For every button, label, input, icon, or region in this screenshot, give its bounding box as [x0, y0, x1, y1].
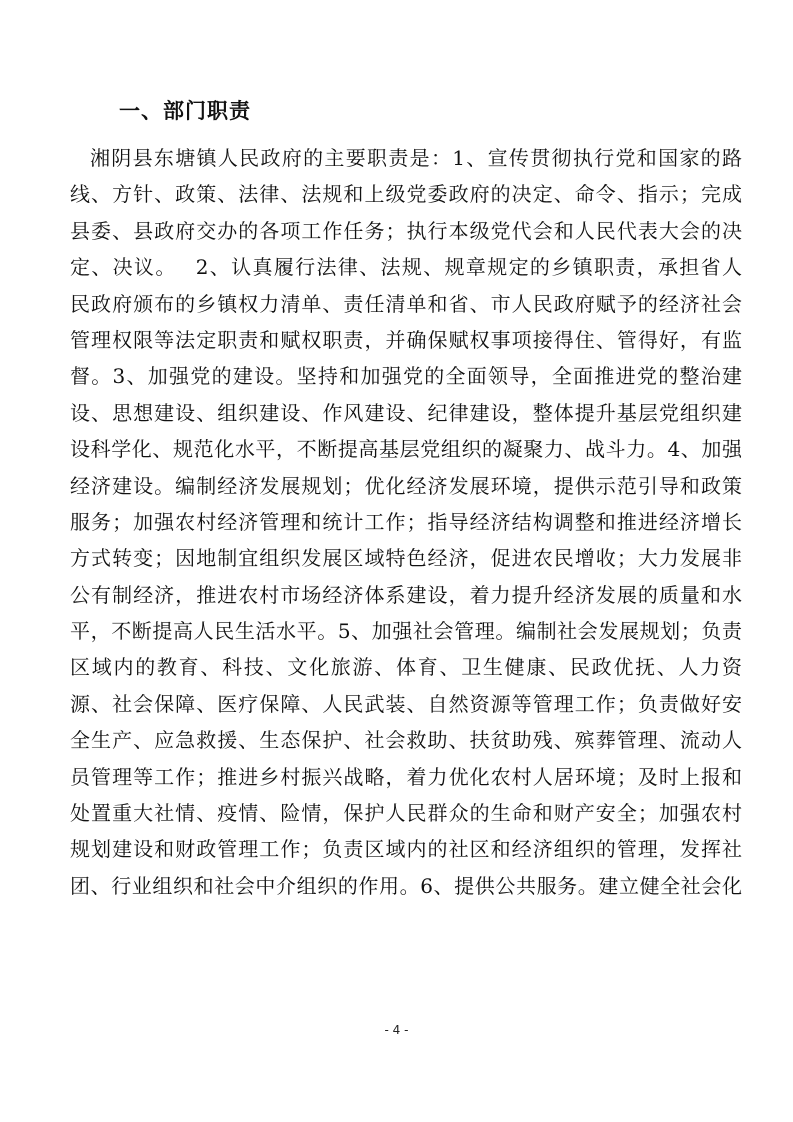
- section-heading: 一、部门职责: [119, 99, 251, 123]
- paragraph-line: 源、社会保障、医疗保障、人民武装、自然资源等管理工作；负责做好安: [70, 691, 742, 716]
- paragraph-line: 规划建设和财政管理工作；负责区域内的社区和经济组织的管理，发挥社: [70, 837, 742, 862]
- paragraph-line: 县委、县政府交办的各项工作任务；执行本级党代会和人民代表大会的决: [70, 218, 742, 243]
- paragraph-line: 平，不断提高人民生活水平。5、加强社会管理。编制社会发展规划；负责: [70, 619, 742, 644]
- paragraph-line: 团、行业组织和社会中介组织的作用。6、提供公共服务。建立健全社会化: [70, 873, 742, 898]
- paragraph-line: 区域内的教育、科技、文化旅游、体育、卫生健康、民政优抚、人力资: [70, 655, 742, 680]
- paragraph-line: 管理权限等法定职责和赋权职责，并确保赋权事项接得住、管得好，有监: [70, 327, 742, 352]
- paragraph-line: 民政府颁布的乡镇权力清单、责任清单和省、市人民政府赋予的经济社会: [70, 291, 742, 316]
- body-paragraph: [70, 140, 742, 904]
- page-number: - 4 -: [384, 1023, 409, 1037]
- paragraph-line: 线、方针、政策、法律、法规和上级党委政府的决定、命令、指示；完成: [70, 182, 742, 207]
- paragraph-line: 方式转变；因地制宜组织发展区域特色经济，促进农民增收；大力发展非: [70, 546, 742, 571]
- paragraph-line: 处置重大社情、疫情、险情，保护人民群众的生命和财产安全；加强农村: [70, 801, 742, 826]
- paragraph-line: 定、决议。 2、认真履行法律、法规、规章规定的乡镇职责，承担省人: [70, 255, 742, 280]
- paragraph-line: 设、思想建设、组织建设、作风建设、纪律建设，整体提升基层党组织建: [70, 400, 742, 425]
- paragraph-line: 全生产、应急救援、生态保护、社会救助、扶贫助残、殡葬管理、流动人: [70, 728, 742, 753]
- paragraph-line: 员管理等工作；推进乡村振兴战略，着力优化农村人居环境；及时上报和: [70, 764, 742, 789]
- paragraph-line: 公有制经济，推进农村市场经济体系建设，着力提升经济发展的质量和水: [70, 582, 742, 607]
- paragraph-line: 经济建设。编制经济发展规划；优化经济发展环境，提供示范引导和政策: [70, 473, 742, 498]
- paragraph-line: 湘阴县东塘镇人民政府的主要职责是：1、宣传贯彻执行党和国家的路: [90, 146, 742, 170]
- paragraph-line: 服务；加强农村经济管理和统计工作；指导经济结构调整和推进经济增长: [70, 509, 742, 534]
- paragraph-line: 设科学化、规范化水平，不断提高基层党组织的凝聚力、战斗力。4、加强: [70, 437, 742, 462]
- paragraph-line: 督。3、加强党的建设。坚持和加强党的全面领导，全面推进党的整治建: [70, 364, 742, 389]
